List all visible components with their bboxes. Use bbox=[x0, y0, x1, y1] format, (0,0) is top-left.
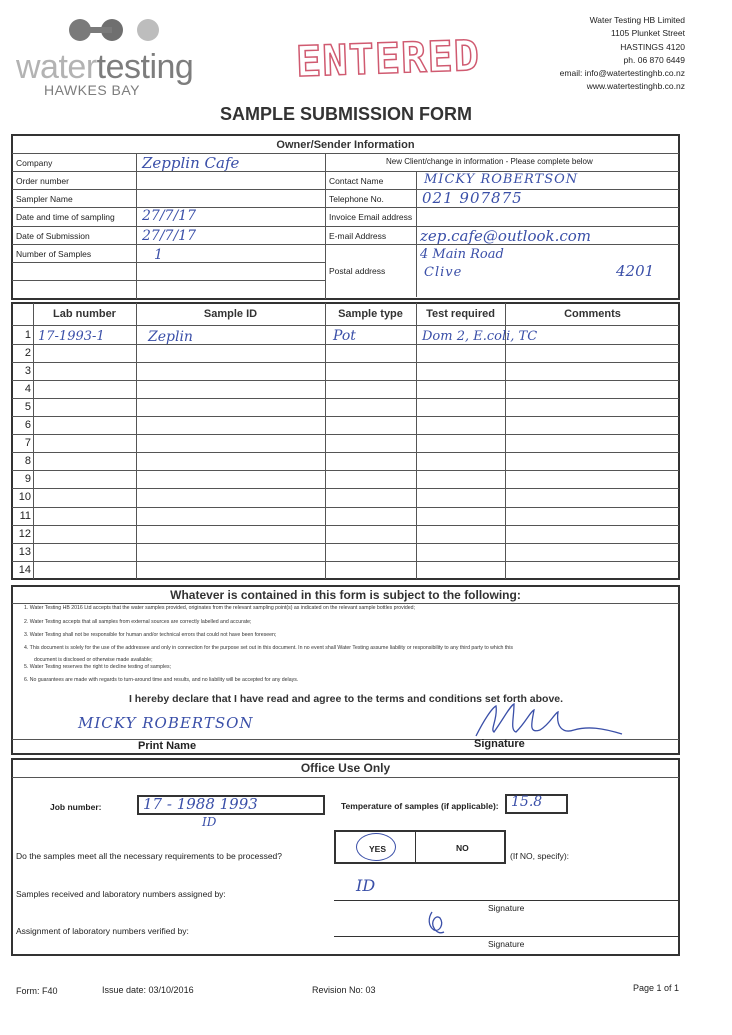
row-divider bbox=[12, 507, 679, 508]
row-divider bbox=[12, 380, 679, 381]
row1-sample-id: Zeplin bbox=[148, 329, 193, 345]
print-name-label: Print Name bbox=[138, 740, 197, 752]
label-sampler-name: Sampler Name bbox=[16, 194, 73, 204]
footer-issue-date: Issue date: 03/10/2016 bbox=[102, 985, 194, 995]
logo-subtitle: HAWKES BAY bbox=[44, 82, 141, 98]
company-web: www.watertestinghb.co.nz bbox=[586, 81, 685, 92]
received-label: Samples received and laboratory numbers assigned by: bbox=[16, 889, 226, 899]
header-lab-number: Lab number bbox=[53, 308, 116, 320]
yes-option: YES bbox=[369, 844, 387, 854]
terms-title: Whatever is contained in this form is subject to the following: bbox=[170, 588, 521, 602]
logo-drops-icon bbox=[64, 16, 174, 46]
owner-section-title: Owner/Sender Information bbox=[276, 139, 415, 151]
header-sample-id: Sample ID bbox=[203, 308, 258, 320]
row-number: 14 bbox=[18, 563, 31, 576]
row-number: 7 bbox=[24, 437, 31, 450]
value-date-sampling: 27/7/17 bbox=[142, 208, 196, 224]
row-divider bbox=[12, 344, 679, 345]
row-divider bbox=[12, 362, 679, 363]
row-number: 9 bbox=[24, 473, 31, 486]
value-company: Zepplin Cafe bbox=[142, 154, 240, 172]
row-number: 3 bbox=[24, 365, 31, 378]
yes-circle bbox=[356, 833, 396, 861]
header-comments: Comments bbox=[564, 308, 621, 320]
signature-label: Signature bbox=[474, 738, 525, 750]
label-date-submission: Date of Submission bbox=[16, 231, 90, 241]
declaration: I hereby declare that I have read and agree to the terms and conditions set forth above. bbox=[128, 693, 564, 705]
company-email: email: info@watertestinghb.co.nz bbox=[559, 68, 685, 79]
value-postal-line1: 4 Main Road bbox=[420, 247, 504, 262]
term-2: 2. Water Testing accepts that all samples from external sources are correctly labelled and accurate; bbox=[24, 619, 252, 625]
if-no-label: (If NO, specify): bbox=[510, 851, 570, 861]
term-1: 1. Water Testing HB 2016 Ltd accepts that the water samples provided, originates from the relevant sampling point(s) as indicated on the relevant sample bottles provided; bbox=[24, 605, 416, 611]
entered-stamp: ENTERED bbox=[295, 30, 481, 87]
requirements-question: Do the samples meet all the necessary requirements to be processed? bbox=[16, 851, 282, 861]
footer-page: Page 1 of 1 bbox=[633, 983, 680, 993]
row-divider bbox=[12, 543, 679, 544]
row1-lab-number: 17-1993-1 bbox=[38, 329, 105, 344]
row-number: 2 bbox=[24, 347, 31, 360]
row-divider bbox=[12, 434, 679, 435]
company-address bbox=[560, 14, 685, 94]
logo-water: water bbox=[16, 48, 97, 86]
row-number: 5 bbox=[24, 401, 31, 414]
print-name-value: MICKY ROBERTSON bbox=[78, 714, 254, 732]
no-option: NO bbox=[456, 843, 469, 853]
label-number-samples: Number of Samples bbox=[16, 249, 92, 259]
company-phone: ph. 06 870 6449 bbox=[623, 54, 685, 65]
row-divider bbox=[12, 416, 679, 417]
row-divider bbox=[12, 452, 679, 453]
temperature-label: Temperature of samples (if applicable): bbox=[341, 801, 499, 811]
verified-signature bbox=[424, 908, 450, 936]
row-divider bbox=[12, 470, 679, 471]
label-date-sampling: Date and time of sampling bbox=[16, 212, 115, 222]
verified-signature-label: Signature bbox=[488, 939, 525, 949]
received-signature-label: Signature bbox=[488, 903, 525, 913]
value-contact-name: MICKY ROBERTSON bbox=[424, 172, 579, 187]
term-4b: document is disclosed or otherwise made available; bbox=[34, 657, 153, 663]
value-date-submission: 27/7/17 bbox=[142, 228, 196, 244]
value-postal-code: 4201 bbox=[616, 262, 655, 280]
row1-sample-type: Pot bbox=[333, 328, 356, 344]
logo bbox=[14, 14, 214, 100]
label-postal: Postal address bbox=[329, 266, 386, 276]
value-postal-line2: Clive bbox=[424, 265, 463, 280]
job-number-value: 17 - 1988 1993 bbox=[143, 795, 258, 813]
office-title: Office Use Only bbox=[300, 761, 391, 775]
company-street: 1105 Plunket Street bbox=[610, 28, 685, 39]
label-email: E-mail Address bbox=[329, 231, 387, 241]
label-invoice-email: Invoice Email address bbox=[329, 212, 413, 222]
footer-form: Form: F40 bbox=[16, 986, 58, 996]
verified-label: Assignment of laboratory numbers verified by: bbox=[16, 926, 189, 936]
label-company: Company bbox=[16, 158, 53, 168]
received-initials: ID bbox=[356, 876, 376, 895]
row-number: 12 bbox=[18, 527, 31, 540]
label-order-number: Order number bbox=[16, 176, 69, 186]
row-divider bbox=[12, 488, 679, 489]
form-title: SAMPLE SUBMISSION FORM bbox=[219, 104, 472, 124]
company-name: Water Testing HB Limited bbox=[589, 15, 685, 25]
row-divider bbox=[12, 561, 679, 562]
row-number: 8 bbox=[24, 455, 31, 468]
row1-test-required: Dom 2, E.coli, TC bbox=[422, 329, 538, 344]
row-number: 11 bbox=[19, 509, 31, 522]
row-divider bbox=[12, 525, 679, 526]
job-number-label: Job number: bbox=[50, 802, 102, 812]
term-3: 3. Water Testing shall not be responsible for human and/or technical errors that could not have been foreseen; bbox=[24, 632, 277, 638]
row-divider bbox=[12, 398, 679, 399]
header-test-required: Test required bbox=[426, 308, 495, 320]
row-number: 4 bbox=[24, 383, 31, 396]
term-4: 4. This document is solely for the use of the addressee and only in connection for the purpose set out in this document. In no event shall Water Testing assume liability or responsibility to any third party to which this bbox=[24, 645, 513, 651]
job-initials: ID bbox=[202, 815, 217, 829]
label-contact-name: Contact Name bbox=[329, 176, 384, 186]
customer-signature bbox=[470, 700, 630, 742]
row-number: 13 bbox=[18, 545, 31, 558]
new-client-note: New Client/change in information - Please complete below bbox=[386, 157, 593, 166]
temperature-value: 15.8 bbox=[511, 794, 543, 810]
header-sample-type: Sample type bbox=[338, 308, 403, 320]
value-number-samples: 1 bbox=[154, 247, 163, 263]
logo-testing: testing bbox=[96, 48, 194, 86]
footer-revision: Revision No: 03 bbox=[312, 985, 376, 995]
company-city: HASTINGS 4120 bbox=[620, 41, 685, 52]
term-6: 6. No guarantees are made with regards to turn-around time and results, and no liability will be accepted for any delays. bbox=[24, 677, 299, 683]
row-number: 6 bbox=[24, 419, 31, 432]
row-number: 10 bbox=[18, 491, 31, 504]
value-email: zep.cafe@outlook.com bbox=[420, 227, 592, 245]
row-number: 1 bbox=[24, 329, 31, 341]
label-telephone: Telephone No. bbox=[329, 194, 384, 204]
term-5: 5. Water Testing reserves the right to decline testing of samples; bbox=[24, 664, 172, 670]
value-telephone: 021 907875 bbox=[422, 189, 523, 207]
